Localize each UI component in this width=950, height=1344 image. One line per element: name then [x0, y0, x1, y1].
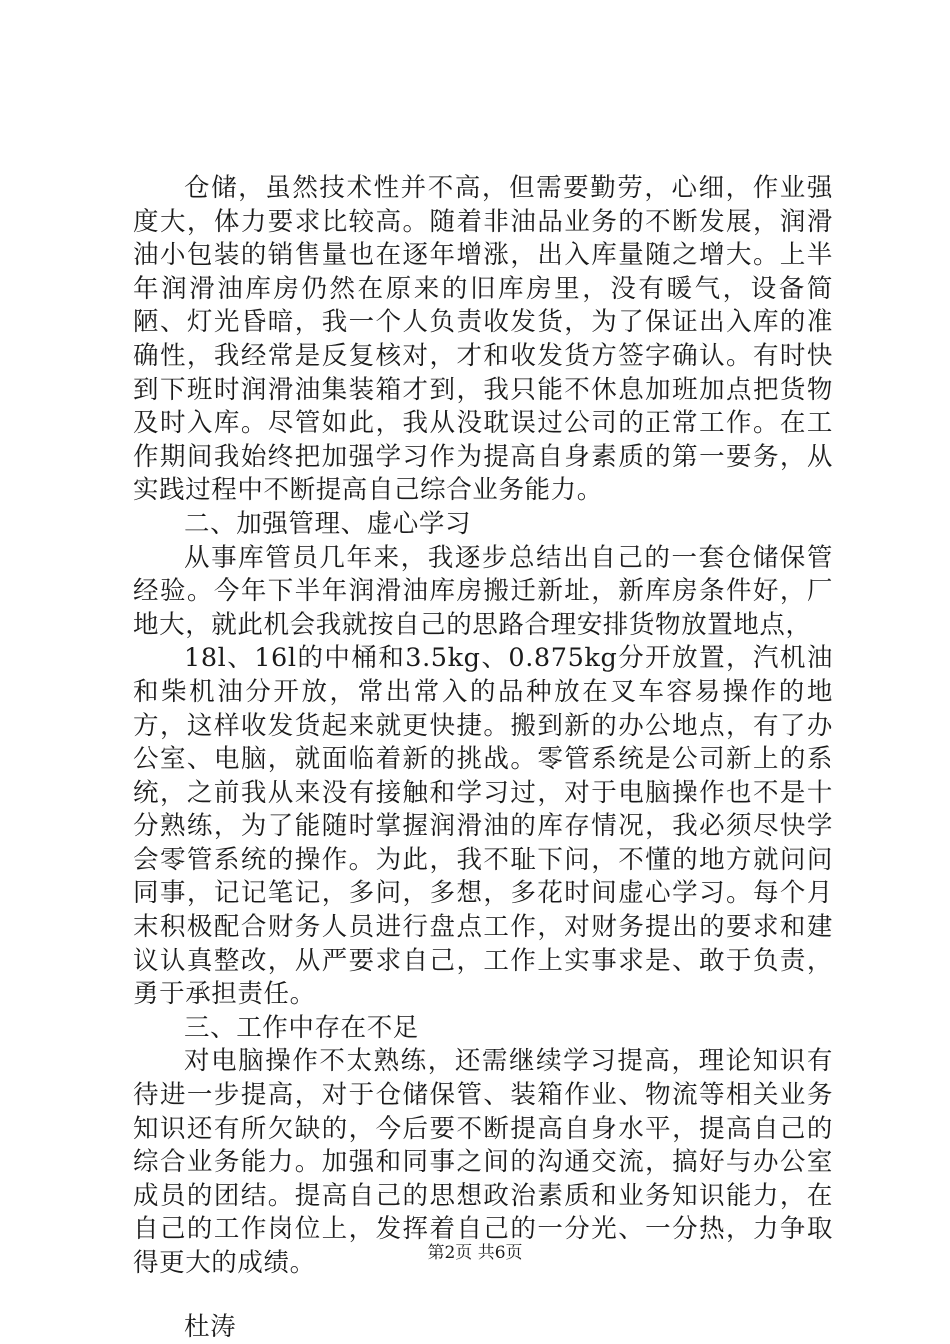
section-heading-management: 二、加强管理、虚心学习	[184, 508, 472, 539]
paragraph-shortcomings: 对电脑操作不太熟练，还需继续学习提高，理论知识有待进一步提高，对于仓储保管、装箱作业、物流等相关业务知识还有所欠缺的，今后要不断提高自身水平，提高自己的综合业务能力。加强和同事之间的沟通交流，搞好与办公室成员的团结。提高自己的思想政治素质和业务知识能力，在自己的工作岗位上，发挥着自己的一分光、一分热，力争取得更大的成绩。	[133, 1046, 833, 1278]
paragraph-experience: 从事库管员几年来，我逐步总结出自己的一套仓储保管经验。今年下半年润滑油库房搬迁新址，新库房条件好，厂地大，就此机会我就按自己的思路合理安排货物放置地点，	[133, 542, 833, 640]
paragraph-new-system: 18l、16l的中桶和3.5kg、0.875kg分开放置，汽机油和柴机油分开放，常出常入的品种放在叉车容易操作的地方，这样收发货起来就更快捷。搬到新的办公地点，有了办公室、电脑，就面临着新的挑战。零管系统是公司新上的系统，之前我从来没有接触和学习过，对于电脑操作也不是十分熟练，为了能随时掌握润滑油的库存情况，我必须尽快学会零管系统的操作。为此，我不耻下问，不懂的地方就问问同事，记记笔记，多问，多想，多花时间虚心学习。每个月末积极配合财务人员进行盘点工作，对财务提出的要求和建议认真整改，从严要求自己，工作上实事求是、敢于负责，勇于承担责任。	[133, 643, 833, 1010]
section-heading-shortcomings: 三、工作中存在不足	[184, 1012, 419, 1043]
page-number-footer: 第2页 共6页	[427, 1243, 523, 1263]
paragraph-warehouse-work: 仓储，虽然技术性并不高，但需要勤劳，心细，作业强度大，体力要求比较高。随着非油品业务的不断发展，润滑油小包装的销售量也在逐年增涨，出入库量随之增大。上半年润滑油库房仍然在原来的旧库房里，没有暖气，设备简陋、灯光昏暗，我一个人负责收发货，为了保证出入库的准确性，我经常是反复核对，才和收发货方签字确认。有时快到下班时润滑油集装箱才到，我只能不休息加班加点把货物及时入库。尽管如此，我从没耽误过公司的正常工作。在工作期间我始终把加强学习作为提高自身素质的第一要务，从实践过程中不断提高自己综合业务能力。	[133, 173, 833, 506]
author-signature: 杜涛	[184, 1311, 237, 1342]
document-body	[133, 172, 833, 1344]
